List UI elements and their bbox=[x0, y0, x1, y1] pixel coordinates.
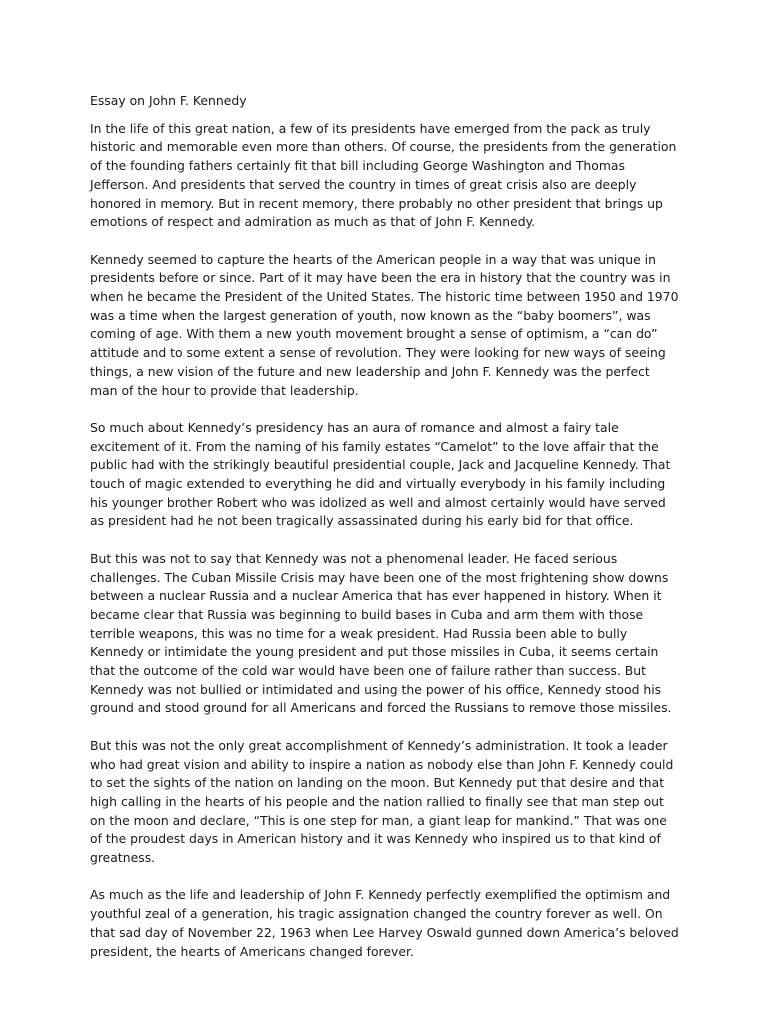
paragraph-2: Kennedy seemed to capture the hearts of the American people in a way that was unique in presidents before or since. Part of it may have been the era in history that the country was in when he became the President of the United States. The historic time between 1950 and 1970 was a time when the largest generation of youth, now known as the “baby boomers”, was coming of age. With them a new youth movement brought a sense of optimism, a “can do” attitude and to some extent a sense of revolution. They were looking for new ways of seeing things, a new vision of the future and new leadership and John F. Kennedy was the perfect man of the hour to provide that leadership. bbox=[90, 251, 679, 398]
paragraph-6: As much as the life and leadership of John F. Kennedy perfectly exemplified the optimism and youthful zeal of a generation, his tragic assignation changed the country forever as well. On that sad day of November 22, 1963 when Lee Harvey Oswald gunned down America’s beloved president, the hearts of Americans changed forever. bbox=[90, 887, 679, 959]
document-body bbox=[90, 92, 680, 980]
paragraph-3: So much about Kennedy’s presidency has an aura of romance and almost a fairy tale excitement of it. From the naming of his family estates “Camelot” to the love affair that the public had with the strikingly beautiful presidential couple, Jack and Jacqueline Kennedy. That touch of magic extended to everything he did and virtually everybody in his family including his younger brother Robert who was idolized as well and almost certainly would have served as president had he not been tragically assassinated during his early bid for that office. bbox=[90, 419, 671, 529]
paragraph-5: But this was not the only great accomplishment of Kennedy’s administration. It took a leader who had great vision and ability to inspire a nation as nobody else than John F. Kennedy could to set the sights of the nation on landing on the moon. But Kennedy put that desire and that high calling in the hearts of his people and the nation rallied to finally see that man step out on the moon and declare, “This is one step for man, a giant leap for mankind.” That was one of the proudest days in American history and it was Kennedy who inspired us to that kind of greatness. bbox=[90, 737, 674, 866]
paragraph-1: In the life of this great nation, a few of its presidents have emerged from the pack as truly historic and memorable even more than others. Of course, the presidents from the generation of the founding fathers certainly fit that bill including George Washington and Thomas Jefferson. And presidents that served the country in times of great crisis also are deeply honored in memory. But in recent memory, there probably no other president that brings up emotions of respect and admiration as much as that of John F. Kennedy. bbox=[90, 120, 677, 230]
paragraph-4: But this was not to say that Kennedy was not a phenomenal leader. He faced serious challenges. The Cuban Missile Crisis may have been one of the most frightening show downs between a nuclear Russia and a nuclear America that has ever happened in history. When it became clear that Russia was beginning to build bases in Cuba and arm them with those terrible weapons, this was no time for a weak president. Had Russia been able to bully Kennedy or intimidate the young president and put those missiles in Cuba, it seems certain that the outcome of the cold war would have been one of failure rather than success. But Kennedy was not bullied or intimidated and using the power of his office, Kennedy stood his ground and stood ground for all Americans and forced the Russians to remove those missiles. bbox=[90, 550, 672, 716]
document-title: Essay on John F. Kennedy bbox=[90, 93, 247, 108]
